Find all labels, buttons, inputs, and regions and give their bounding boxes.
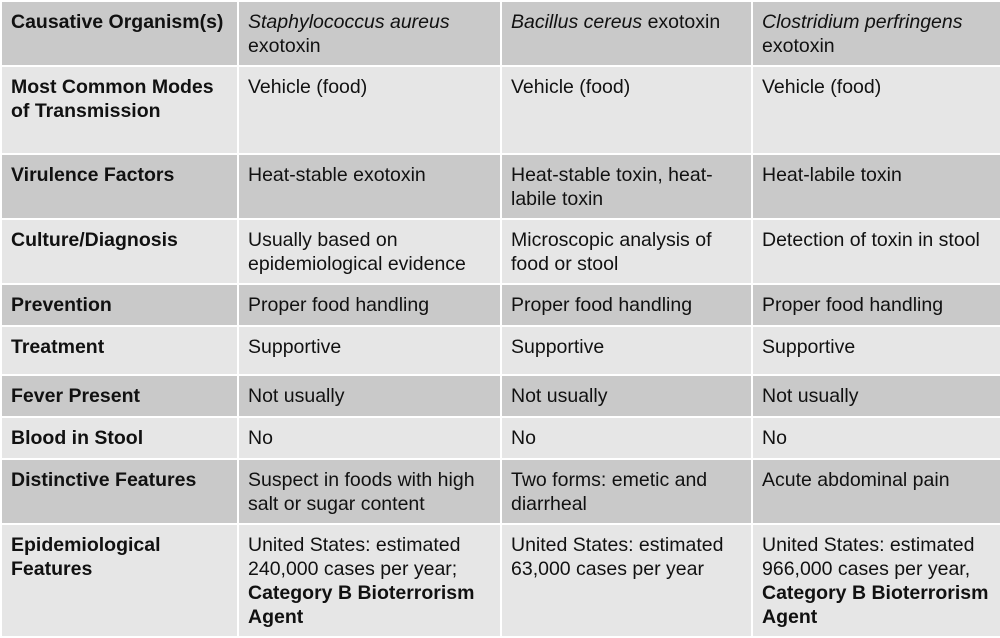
table-cell: Proper food handling: [752, 284, 1000, 326]
table-row: [1, 524, 1000, 637]
cell-text: exotoxin: [647, 11, 721, 33]
cell-text: exotoxin: [762, 35, 835, 57]
table-row: [1, 459, 1000, 524]
cell-text: exotoxin: [248, 35, 321, 57]
table-cell: Supportive: [238, 326, 501, 375]
row-header-prevention: Prevention: [1, 284, 238, 326]
table-cell: Detection of toxin in stool: [752, 219, 1000, 284]
table-cell: Vehicle (food): [501, 66, 752, 154]
table-cell: Not usually: [752, 375, 1000, 417]
table-cell: Not usually: [501, 375, 752, 417]
table-cell: Supportive: [501, 326, 752, 375]
table-cell: Heat-stable exotoxin: [238, 154, 501, 219]
table-cell: [238, 524, 501, 637]
table-row: [1, 326, 1000, 375]
row-header-modes-of-transmission: Most Common Modes of Transmission: [1, 66, 238, 154]
table-cell: Supportive: [752, 326, 1000, 375]
table-cell: [238, 1, 501, 66]
table-row: [1, 66, 1000, 154]
row-header-blood-in-stool: Blood in Stool: [1, 417, 238, 459]
table-cell: [752, 524, 1000, 637]
table-cell: No: [501, 417, 752, 459]
table-cell: Suspect in foods with high salt or sugar content: [238, 459, 501, 524]
table-cell: Heat-labile toxin: [752, 154, 1000, 219]
row-header-causative-organisms: Causative Organism(s): [1, 1, 238, 66]
organism-name: Staphylococcus aureus: [248, 11, 450, 33]
table-cell: No: [238, 417, 501, 459]
table-cell: Heat-stable toxin, heat-labile toxin: [501, 154, 752, 219]
table-cell: Acute abdominal pain: [752, 459, 1000, 524]
row-header-virulence-factors: Virulence Factors: [1, 154, 238, 219]
row-header-fever-present: Fever Present: [1, 375, 238, 417]
cell-text: United States: estimated 240,000 cases per year;: [248, 534, 461, 580]
table-cell: Vehicle (food): [238, 66, 501, 154]
row-header-distinctive-features: Distinctive Features: [1, 459, 238, 524]
table-row: [1, 284, 1000, 326]
table-cell: Proper food handling: [238, 284, 501, 326]
table-row: [1, 219, 1000, 284]
table-row: [1, 375, 1000, 417]
table-cell: [501, 1, 752, 66]
table-cell: Vehicle (food): [752, 66, 1000, 154]
cell-text: United States: estimated 63,000 cases per year: [511, 534, 724, 580]
table-cell: Not usually: [238, 375, 501, 417]
cell-text: United States: estimated 966,000 cases per year,: [762, 534, 975, 580]
table-row: [1, 154, 1000, 219]
table-cell: Two forms: emetic and diarrheal: [501, 459, 752, 524]
bioterrorism-category: Category B Bioterrorism Agent: [248, 582, 475, 628]
table-cell: [501, 524, 752, 637]
table-cell: Microscopic analysis of food or stool: [501, 219, 752, 284]
row-header-treatment: Treatment: [1, 326, 238, 375]
table-cell: No: [752, 417, 1000, 459]
table-row: [1, 417, 1000, 459]
table-cell: Proper food handling: [501, 284, 752, 326]
row-header-epidemiological-features: Epidemiological Features: [1, 524, 238, 637]
bioterrorism-category: Category B Bioterrorism Agent: [762, 582, 989, 628]
table-cell: [752, 1, 1000, 66]
table-row: [1, 1, 1000, 66]
row-header-culture-diagnosis: Culture/Diagnosis: [1, 219, 238, 284]
organism-name: Clostridium perfringens: [762, 11, 963, 33]
table-cell: Usually based on epidemiological evidence: [238, 219, 501, 284]
organism-name: Bacillus cereus: [511, 11, 643, 33]
